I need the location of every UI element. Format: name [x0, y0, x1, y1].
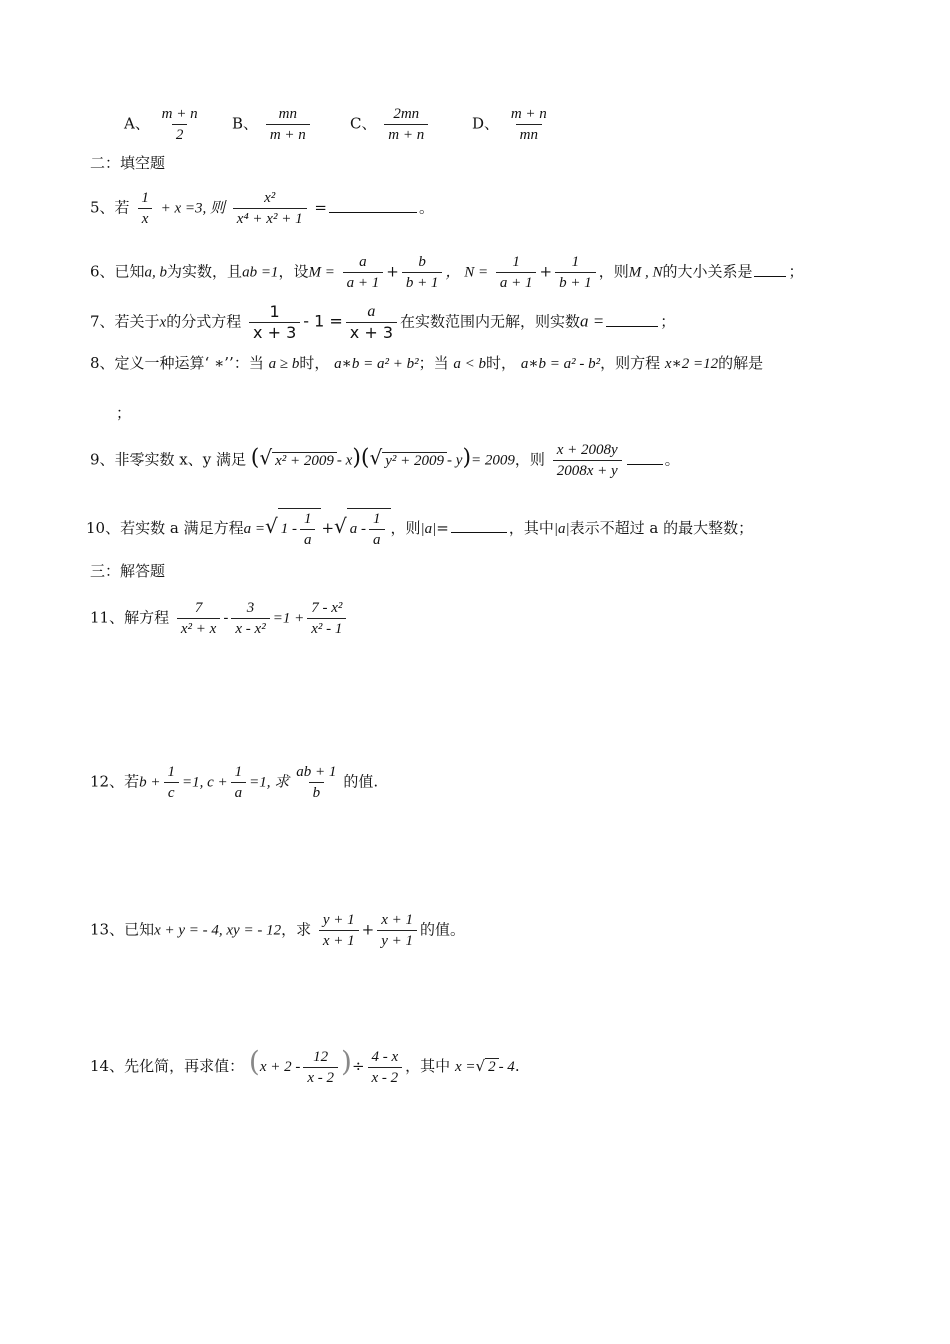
question-14: 14、先化简，再求值： (x + 2 - $\frac{12}{x - 2}$ )÷ $\frac{4 - x}{x - 2}$ ，其中 x =√ 2 - 4. — [90, 1045, 520, 1086]
option-a: A、 $\frac{m + n}{2}$ — [124, 106, 198, 143]
answer-blank — [329, 211, 417, 213]
question-6: 6、已知a, b为实数，且ab =1，设M = $\frac{a}{a + 1}$ + $\frac{b}{b + 1}$ ， N = $\frac{1}{a + 1}$ + $\frac{1}{b + 1}$ ，则M , N的大小关系是 ； — [90, 254, 804, 291]
question-8: 8、定义一种运算‘ ∗’’：当 a ≥ b时， a∗b = a² + b²；当 a < b时， a∗b = a² - b²，则方程 x∗2 =12的解是 — [90, 354, 764, 372]
question-10: 10、若实数 a 满足方程a =√ 1 - $\frac{1}{a}$ +√ a - $\frac{1}{a}$ ，则|a|= ，其中|a|表示不超过 a 的最大整数； — [86, 508, 753, 550]
question-7: 7、若关于x的分式方程 $\frac{1}{x + 3}$ - 1 = $\frac{a}{x + 3}$ 在实数范围内无解，则实数a = ； — [90, 302, 676, 342]
answer-blank — [451, 531, 507, 533]
question-8-end: ； — [116, 404, 132, 422]
question-13: 13、已知x + y = - 4, xy = - 12，求 $\frac{y + 1}{x + 1}$ + $\frac{x + 1}{y + 1}$ 的值。 — [90, 912, 466, 949]
answer-blank — [627, 463, 663, 465]
question-9: 9、非零实数 x、y 满足 (√ x² + 2009 - x)(√ y² + 2009 - y)= 2009，则 $\frac{x + 2008y}{2008x + y}$ 。 — [90, 442, 680, 479]
question-12: 12、若b + $\frac{1}{c}$ =1, c + $\frac{1}{a}$ =1, 求 $\frac{ab + 1}{b}$ 的值. — [90, 764, 379, 801]
answer-blank — [754, 275, 786, 277]
answer-blank — [606, 325, 658, 327]
option-d: D、 $\frac{m + n}{mn}$ — [472, 106, 547, 143]
section-answer-heading: 三：解答题 — [90, 562, 166, 580]
question-11: 11、解方程 $\frac{7}{\text{x² + x}}$ - $\frac{3}{\text{x - x²}}$ =1 + $\frac{\text{7 - x²}}{\text{x² - 1}}$ — [90, 598, 349, 639]
option-c: C、 $\frac{2mn}{m + n}$ — [350, 104, 431, 145]
question-5: 5、若 $\frac{1}{x}$ + x =3, 则 $\frac{\text{x²}}{\text{x⁴ + x² + 1}}$ = 。 — [90, 190, 434, 227]
option-b: B、 $\frac{mn}{m + n}$ — [232, 104, 313, 145]
section-fill-blank-heading: 二：填空题 — [90, 154, 166, 172]
